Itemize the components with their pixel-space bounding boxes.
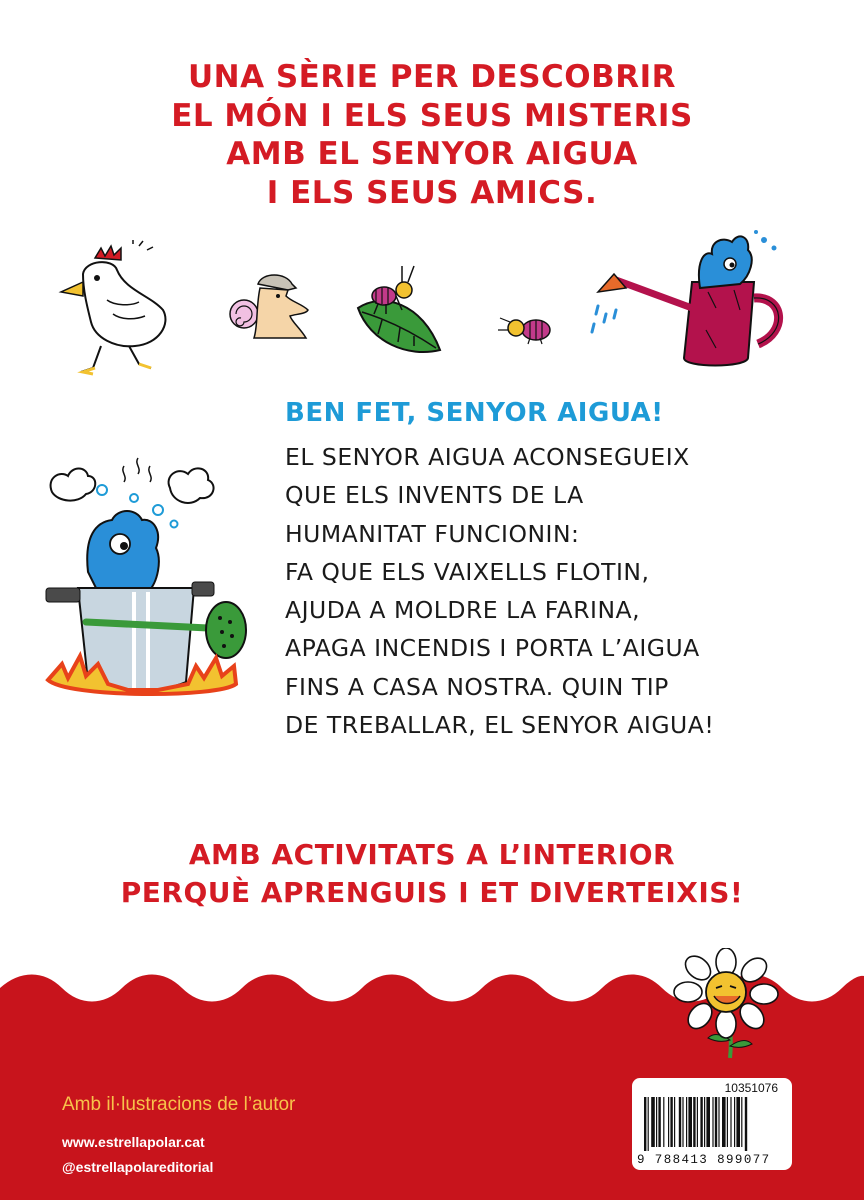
barcode-bar	[706, 1097, 710, 1147]
headline-line: UNA SÈRIE PER DESCOBRIR	[187, 59, 677, 95]
barcode-bar	[745, 1097, 747, 1151]
barcode-bar	[736, 1097, 740, 1147]
illustrations-credit: Amb il·lustracions de l’autor	[62, 1094, 296, 1115]
snail-man-icon	[226, 270, 316, 345]
barcode-bar	[722, 1097, 726, 1147]
blurb-line: QUE ELS INVENTS DE LA	[285, 481, 584, 510]
social-handle[interactable]: @estrellapolareditorial	[62, 1159, 214, 1175]
barcode-bar	[693, 1097, 695, 1147]
blurb-line: APAGA INCENDIS I PORTA L’AIGUA	[285, 634, 700, 663]
barcode-bar	[656, 1097, 657, 1147]
isbn-digits: 9 788413 899077	[637, 1153, 771, 1167]
bug-icon	[496, 310, 558, 346]
barcode-bar	[668, 1097, 669, 1147]
barcode-bar	[715, 1097, 717, 1147]
barcode-bar	[718, 1097, 719, 1147]
barcode-bar	[644, 1097, 646, 1151]
blurb-text	[285, 438, 714, 744]
blurb-line: EL SENYOR AIGUA ACONSEGUEIX	[285, 443, 690, 471]
barcode-bar	[688, 1097, 692, 1147]
barcode-bar	[658, 1097, 660, 1147]
barcode-bar	[674, 1097, 675, 1147]
barcode-bar	[741, 1097, 742, 1147]
barcode-bar	[670, 1097, 672, 1147]
promo-text	[0, 836, 864, 912]
barcode-bar	[651, 1097, 655, 1147]
website-link[interactable]: www.estrellapolar.cat	[62, 1134, 205, 1150]
barcode-bar	[700, 1097, 702, 1147]
blurb-line: FA QUE ELS VAIXELLS FLOTIN,	[285, 557, 650, 586]
daisy-flower-icon	[668, 948, 784, 1058]
promo-line: PERQUÈ APRENGUIS I ET DIVERTEIXIS!	[120, 876, 744, 909]
barcode-bar	[648, 1097, 649, 1151]
blurb-line: DE TREBALLAR, EL SENYOR AIGUA!	[285, 711, 715, 740]
barcode-bars	[644, 1097, 782, 1151]
barcode-bar	[730, 1097, 731, 1147]
blurb-line: AJUDA A MOLDRE LA FARINA,	[285, 596, 641, 625]
headline-line: AMB EL SENYOR AIGUA	[226, 136, 638, 172]
watering-can-icon	[588, 228, 788, 374]
hen-icon	[55, 240, 175, 380]
barcode-bar	[686, 1097, 687, 1147]
barcode-bar	[704, 1097, 705, 1147]
barcode-bar	[727, 1097, 728, 1147]
barcode-bar	[679, 1097, 681, 1147]
ant-on-leaf-icon	[352, 262, 444, 358]
boiling-pot-icon	[38, 452, 258, 706]
blurb-line: HUMANITAT FUNCIONIN:	[285, 519, 580, 548]
blurb-title: BEN FET, SENYOR AIGUA!	[285, 398, 664, 428]
headline-line: EL MÓN I ELS SEUS MISTERIS	[171, 97, 693, 134]
promo-line: AMB ACTIVITATS A L’INTERIOR	[188, 838, 676, 871]
barcode-bar	[663, 1097, 664, 1147]
headline	[0, 58, 864, 212]
barcode-bar	[697, 1097, 698, 1147]
blurb-line: FINS A CASA NOSTRA. QUIN TIP	[285, 672, 669, 701]
barcode-bar	[712, 1097, 713, 1147]
barcode-bar	[734, 1097, 735, 1147]
barcode-bar	[682, 1097, 683, 1147]
barcode-code: 10351076	[724, 1081, 778, 1095]
headline-line: I ELS SEUS AMICS.	[266, 174, 598, 211]
barcode	[632, 1078, 792, 1170]
